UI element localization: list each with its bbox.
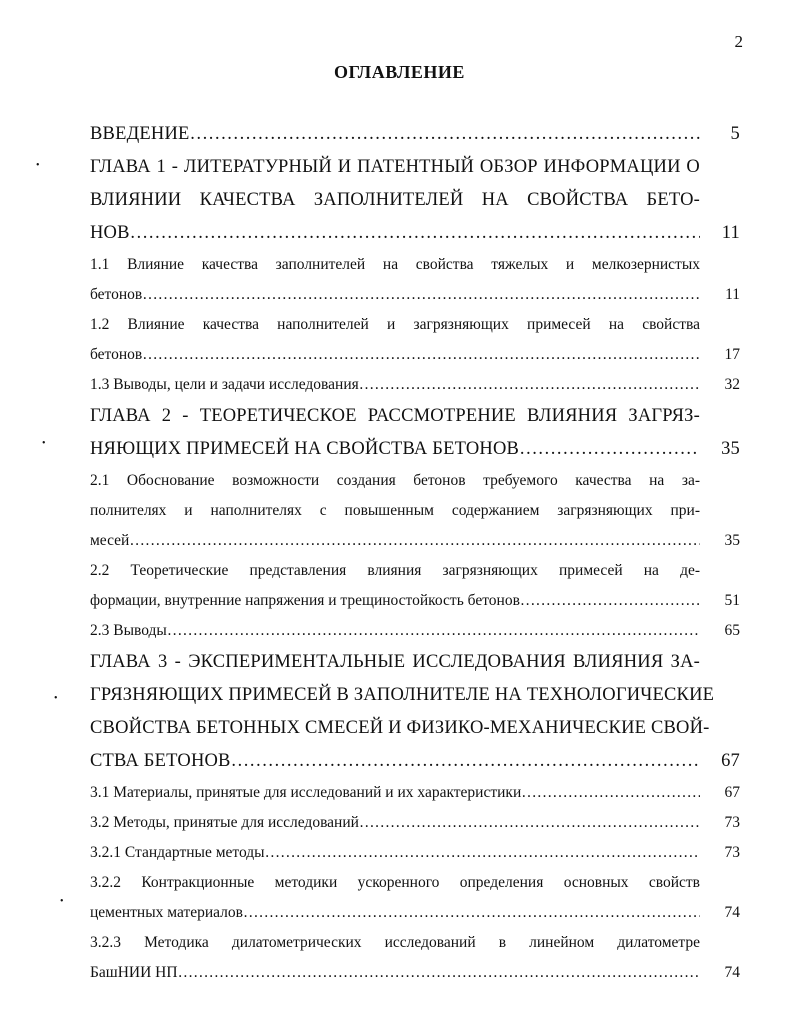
dot-leader xyxy=(142,280,700,310)
margin-mark: • xyxy=(54,693,58,704)
toc-page-number: 51 xyxy=(724,592,740,609)
toc-entry-text: ВВЕДЕНИЕ xyxy=(90,124,190,144)
toc-entry xyxy=(90,400,740,466)
dot-leader xyxy=(359,370,700,400)
dot-leader xyxy=(519,433,700,466)
toc-page-number: 67 xyxy=(724,784,740,801)
toc-entry xyxy=(90,778,740,808)
page-number: 2 xyxy=(734,32,743,51)
toc-entry-leader xyxy=(90,898,700,928)
dot-leader xyxy=(265,838,700,868)
toc-page-number: 32 xyxy=(724,376,740,393)
toc-entry-text: 3.2.1 Стандартные методы xyxy=(90,844,265,861)
toc-entry xyxy=(90,118,740,151)
toc-entry xyxy=(90,466,740,556)
toc-page-number: 74 xyxy=(724,964,740,981)
toc-entry xyxy=(90,928,740,988)
toc-entry-leader xyxy=(90,745,700,778)
toc-entry-text: БашНИИ НП xyxy=(90,964,178,981)
toc-page-number: 74 xyxy=(724,904,740,921)
toc-entry-leader xyxy=(90,586,700,616)
toc-entry-text: 3.2 Методы, принятые для исследований xyxy=(90,814,359,831)
toc-page-number: 67 xyxy=(721,751,740,771)
dot-leader xyxy=(243,898,700,928)
toc-entry-text: НЯЮЩИХ ПРИМЕСЕЙ НА СВОЙСТВА БЕТОНОВ xyxy=(90,439,520,459)
dot-leader xyxy=(190,118,700,151)
toc-entry-text: ГРЯЗНЯЮЩИХ ПРИМЕСЕЙ В ЗАПОЛНИТЕЛЕ НА ТЕХНОЛОГИЧЕСКИЕ xyxy=(90,685,715,705)
toc-entry-text: месей xyxy=(90,532,130,549)
toc-entry-text: СТВА БЕТОНОВ xyxy=(90,751,231,771)
table-of-contents xyxy=(90,118,740,988)
toc-entry-text: ВЛИЯНИИ КАЧЕСТВА ЗАПОЛНИТЕЛЕЙ НА СВОЙСТВА БЕТО- xyxy=(90,190,700,210)
toc-page-number: 5 xyxy=(730,124,740,144)
toc-entry-text: полнителях и наполнителях с повышенным содержанием загрязняющих при- xyxy=(90,502,700,519)
dot-leader xyxy=(521,778,700,808)
toc-page-number: 11 xyxy=(721,223,740,243)
toc-page-number: 17 xyxy=(724,346,740,363)
toc-entry-text: 3.2.2 Контракционные методики ускоренного определения основных свойств xyxy=(90,874,700,891)
toc-page-number: 11 xyxy=(725,286,740,303)
toc-entry-text: бетонов xyxy=(90,286,143,303)
margin-mark: • xyxy=(60,896,64,907)
toc-page-number: 73 xyxy=(724,844,740,861)
dot-leader xyxy=(142,340,700,370)
toc-entry xyxy=(90,250,740,310)
toc-entry-text: 1.2 Влияние качества наполнителей и загрязняющих примесей на свойства xyxy=(90,316,700,333)
toc-entry-text: 2.3 Выводы xyxy=(90,622,167,639)
toc-entry-leader xyxy=(90,340,700,370)
dot-leader xyxy=(130,217,700,250)
toc-entry xyxy=(90,808,740,838)
toc-entry xyxy=(90,556,740,616)
toc-entry-text: ГЛАВА 1 - ЛИТЕРАТУРНЫЙ И ПАТЕНТНЫЙ ОБЗОР ИНФОРМАЦИИ О xyxy=(90,157,700,177)
toc-entry-text: СВОЙСТВА БЕТОННЫХ СМЕСЕЙ И ФИЗИКО-МЕХАНИЧЕСКИЕ СВОЙ- xyxy=(90,718,710,738)
toc-page-number: 35 xyxy=(724,532,740,549)
dot-leader xyxy=(231,745,700,778)
toc-entry-leader xyxy=(90,958,700,988)
toc-entry xyxy=(90,838,740,868)
dot-leader xyxy=(178,958,700,988)
dot-leader xyxy=(520,586,700,616)
toc-entry-leader xyxy=(90,808,700,838)
margin-mark: • xyxy=(42,438,46,449)
toc-entry-leader xyxy=(90,118,700,151)
toc-entry xyxy=(90,868,740,928)
dot-leader xyxy=(167,616,700,646)
margin-mark: • xyxy=(36,160,40,171)
toc-entry-leader xyxy=(90,280,700,310)
toc-entry-leader xyxy=(90,370,700,400)
toc-entry xyxy=(90,151,740,250)
toc-entry-leader xyxy=(90,433,700,466)
toc-title: ОГЛАВЛЕНИЕ xyxy=(334,62,465,82)
toc-entry-text: 3.2.3 Методика дилатометрических исследований в линейном дилатометре xyxy=(90,934,700,951)
toc-entry xyxy=(90,370,740,400)
toc-entry-text: цементных материалов xyxy=(90,904,243,921)
toc-entry-leader xyxy=(90,217,700,250)
toc-entry xyxy=(90,646,740,778)
toc-entry-text: 2.2 Теоретические представления влияния загрязняющих примесей на де- xyxy=(90,562,700,579)
toc-entry xyxy=(90,616,740,646)
toc-entry-text: ГЛАВА 2 - ТЕОРЕТИЧЕСКОЕ РАССМОТРЕНИЕ ВЛИЯНИЯ ЗАГРЯЗ- xyxy=(90,406,700,426)
toc-page-number: 73 xyxy=(724,814,740,831)
toc-entry xyxy=(90,310,740,370)
toc-entry-leader xyxy=(90,838,700,868)
toc-entry-leader xyxy=(90,526,700,556)
toc-entry-text: формации, внутренние напряжения и трещиностойкость бетонов xyxy=(90,592,520,609)
toc-entry-text: 2.1 Обоснование возможности создания бетонов требуемого качества на за- xyxy=(90,472,700,489)
toc-entry-leader xyxy=(90,616,700,646)
toc-page-number: 35 xyxy=(721,439,740,459)
toc-entry-leader xyxy=(90,778,700,808)
toc-entry-text: 1.3 Выводы, цели и задачи исследования xyxy=(90,376,359,393)
dot-leader xyxy=(359,808,700,838)
toc-entry-text: бетонов xyxy=(90,346,143,363)
toc-entry-text: 3.1 Материалы, принятые для исследований и их характеристики xyxy=(90,784,522,801)
toc-entry-text: ГЛАВА 3 - ЭКСПЕРИМЕНТАЛЬНЫЕ ИССЛЕДОВАНИЯ ВЛИЯНИЯ ЗА- xyxy=(90,652,700,672)
toc-page-number: 65 xyxy=(724,622,740,639)
toc-entry-text: 1.1 Влияние качества заполнителей на свойства тяжелых и мелкозернистых xyxy=(90,256,700,273)
toc-entry-text: НОВ xyxy=(90,223,130,243)
dot-leader xyxy=(129,526,700,556)
